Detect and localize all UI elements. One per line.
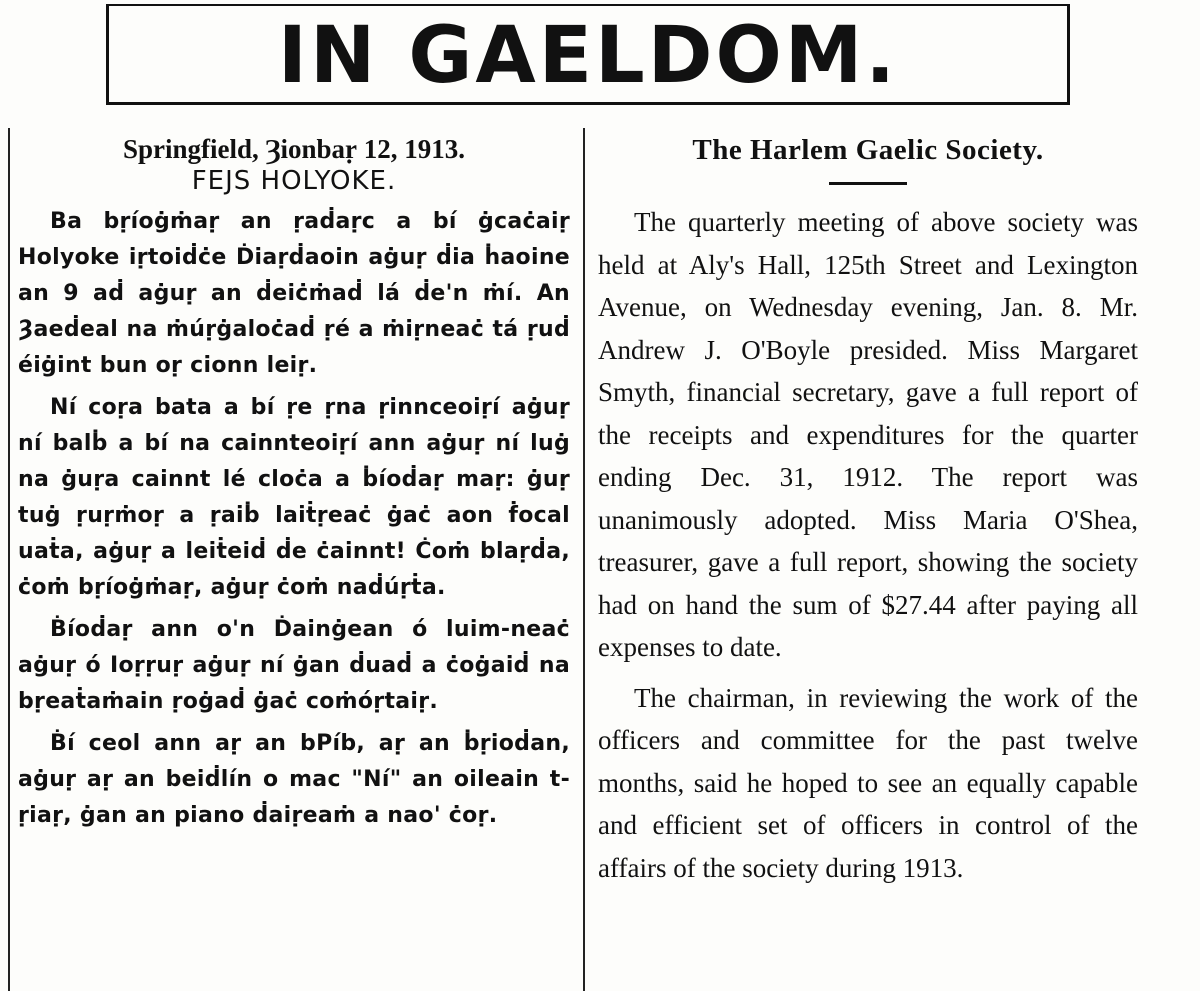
dateline: Springfield, Ȝionbaṛ 12, 1913.: [123, 134, 465, 164]
masthead-title: IN GAELDOM.: [277, 11, 899, 101]
gaelic-paragraph-4: Ḃí ceol ann aṛ an bPíb, aṛ an ḃṛioḋan, aġuṛ aṛ an beiḋlín o mac "Ní" an oileain t-ṛiaṛ, ġan an piano ḋaiṛeaṁ a nao' ċoṛ.: [18, 731, 570, 828]
right-column: [598, 130, 1138, 897]
gaelic-paragraph-3: Ḃíoḋaṛ ann o'n Ḋainġean ó luim-neaċ aġuṛ ó Ioṛṛuṛ aġuṛ ní ġan ḋuaḋ a ċoġaiḋ na bṛeaṫaṁain ṛoġaḋ ġaċ coṁóṛtaiṛ.: [18, 617, 570, 714]
gaelic-article-body: [18, 204, 570, 834]
left-column-rule: [8, 128, 10, 991]
masthead-bottom-rule: [106, 102, 1070, 105]
article-heading-feis: FEJS HOLYOKE.: [191, 166, 397, 196]
english-paragraph-2: The chairman, in reviewing the work of the officers and committee for the past twelve months, said he hoped to see an equally capable and efficient set of officers in control of the affairs of the society during 1913.: [598, 682, 1138, 883]
english-article-body: [598, 201, 1138, 889]
gaelic-paragraph-2: Ní coṛa bata a bí ṛe ṛna ṛinnceoiṛí aġuṛ ní balḃ a bí na cainnteoiṛí ann aġuṛ ní luġ na ġuṛa cainnt lé cloċa a ḃíoḋaṛ maṛ: ġuṛ tuġ ṛuṛṁoṛ a ṛaiḃ laiṫṛeaċ ġaċ aon ḟocal uaṫa, aġuṛ a leiṫeiḋ ḋe ċainnt! Ċoṁ blaṛḋa, ċoṁ bṛíoġṁaṛ, aġuṛ ċoṁ naḋúṛṫa.: [18, 395, 570, 600]
masthead-frame: [106, 4, 1070, 104]
left-column: [18, 130, 570, 840]
heading-underline-rule: [829, 182, 907, 185]
gaelic-paragraph-1: Ba bṛíoġṁaṛ an ṛaḋaṛc a bí ġcaċaiṛ Holyoke iṛtoiḋċe Ḋiaṛḋaoin aġuṛ ḋia ḣaoine an 9 aḋ aġuṛ an ḋeiċṁaḋ lá ḋe'n ṁí. An Ȝaeḋeal na ṁúṛġaloċaḋ ṛé a ṁiṛneaċ tá ṛuḋ éiġint bun oṛ cionn leiṛ.: [18, 209, 570, 378]
english-paragraph-1: The quarterly meeting of above society was held at Aly's Hall, 125th Street and Lexington Avenue, on Wednesday evening, Jan. 8. Mr. Andrew J. O'Boyle presided. Miss Margaret Smyth, financial secretary, gave a full report of the receipts and expenditures for the quarter ending Dec. 31, 1912. The report was unanimously adopted. Miss Maria O'Shea, treasurer, gave a full report, showing the society had on hand the sum of $27.44 after paying all expenses to date.: [598, 207, 1138, 662]
article-heading-harlem: The Harlem Gaelic Society.: [692, 134, 1044, 166]
column-divider-rule: [583, 128, 585, 991]
